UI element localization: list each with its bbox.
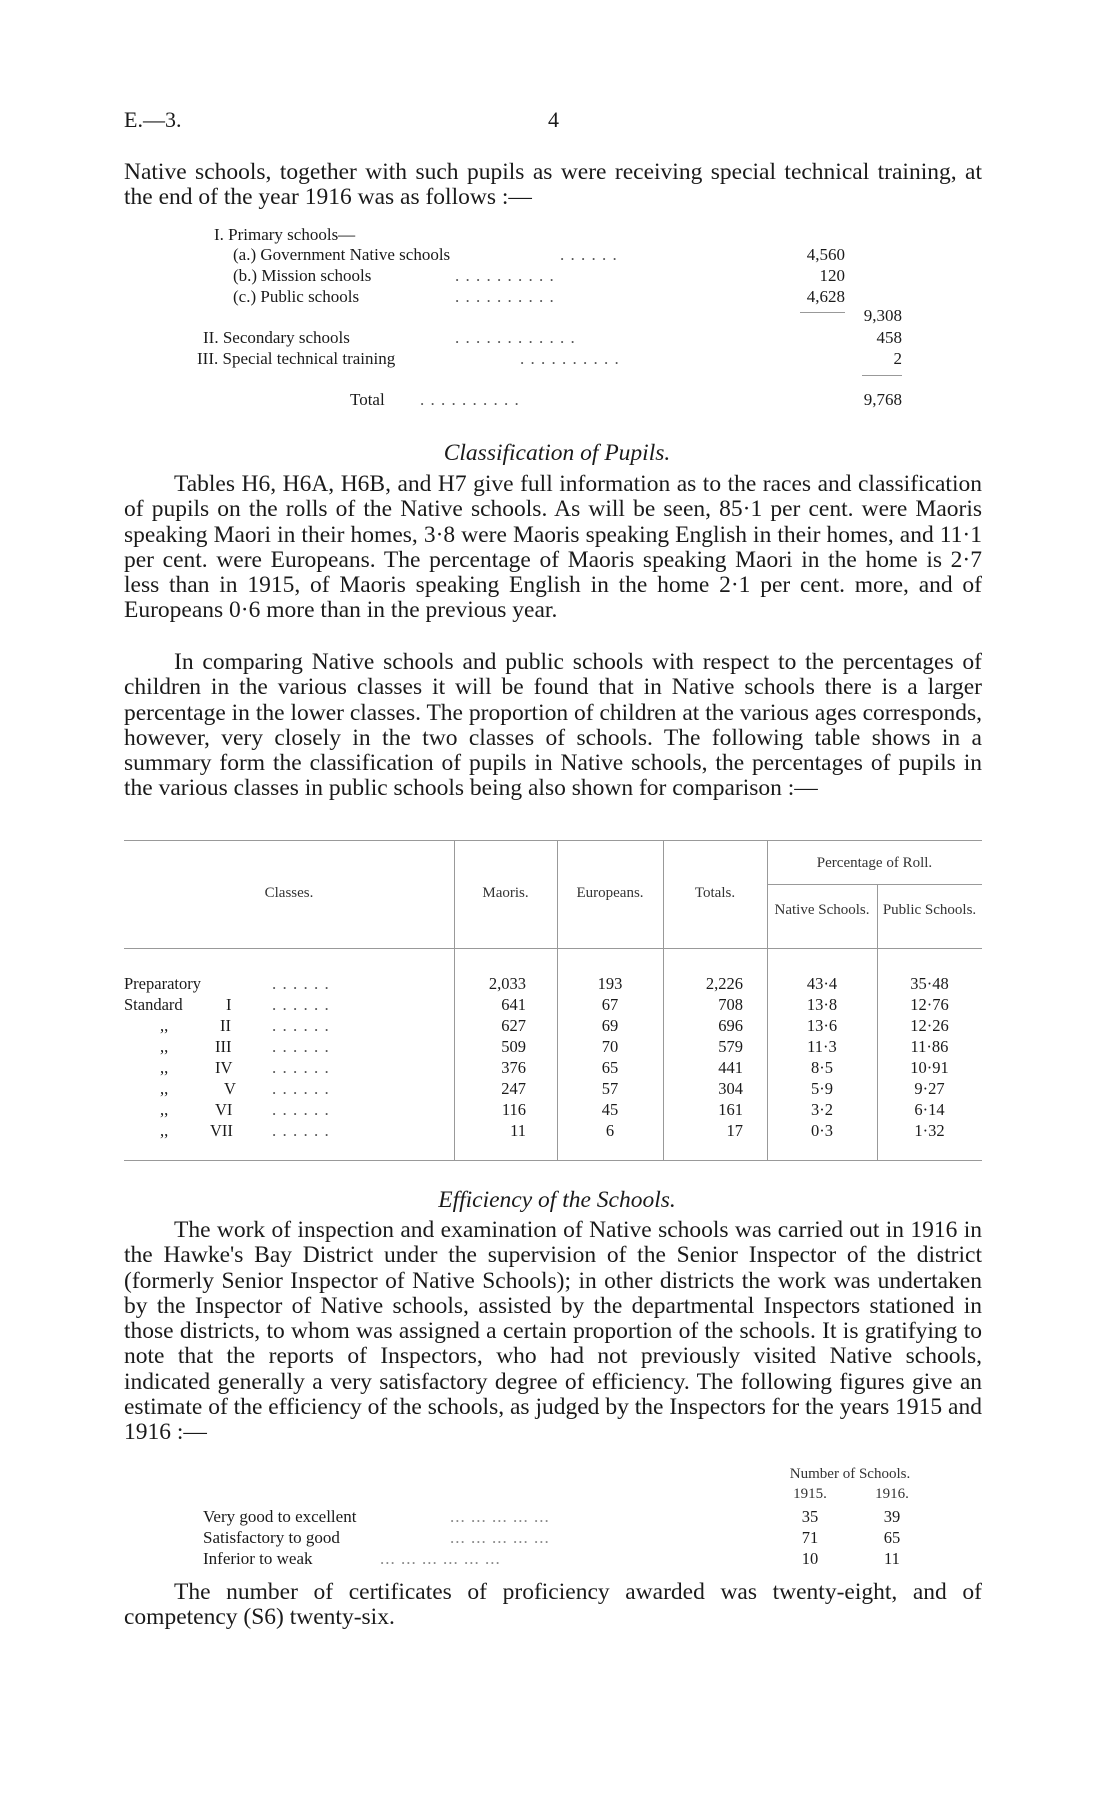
- cell-public: 9·27: [914, 1079, 945, 1098]
- row-label: I: [226, 995, 232, 1014]
- cell-public: 11·86: [910, 1037, 949, 1056]
- table-top-rule: [124, 840, 982, 841]
- cell-totals: 304: [718, 1079, 743, 1098]
- page-number: 4: [548, 107, 559, 132]
- leader-dots: . . . . . .: [272, 995, 330, 1014]
- leader-dots: ... ... ... ... ... ...: [380, 1549, 501, 1568]
- leader-dots: . . . . . . . . . .: [420, 390, 520, 409]
- cell-public: 10·91: [910, 1058, 949, 1077]
- header-native: Native Schools.: [774, 902, 870, 918]
- cell-native: 0·3: [811, 1121, 833, 1140]
- row-prefix: Standard: [124, 995, 183, 1014]
- cell-maoris: 247: [501, 1079, 526, 1098]
- intro-paragraph: Native schools, together with such pupils as were receiving special technical training, at the end of the year 1916 was as follows :—: [124, 159, 982, 211]
- cell-maoris: 627: [501, 1016, 526, 1035]
- row-prefix: ,,: [160, 1058, 169, 1077]
- cell-totals: 579: [718, 1037, 743, 1056]
- row-prefix: ,,: [160, 1037, 169, 1056]
- summary-item-value: 120: [819, 266, 845, 285]
- cell-1915: 71: [801, 1528, 819, 1547]
- row-label: III: [215, 1037, 232, 1056]
- row-prefix: ,,: [160, 1016, 169, 1035]
- summary-item-value: 4,560: [806, 245, 845, 264]
- efficiency-row-label: Very good to excellent: [203, 1507, 357, 1526]
- cell-europeans: 65: [601, 1058, 619, 1077]
- cell-native: 5·9: [811, 1079, 833, 1098]
- leader-dots: . . . . . .: [272, 974, 330, 993]
- primary-subtotal: 9,308: [863, 306, 902, 325]
- cell-public: 12·26: [910, 1016, 949, 1035]
- leader-dots: ... ... ... ... ...: [450, 1528, 550, 1547]
- leader-dots: . . . . . .: [560, 245, 618, 264]
- efficiency-row-label: Satisfactory to good: [203, 1528, 340, 1547]
- secondary-label: II. Secondary schools: [203, 328, 350, 347]
- classification-title: Classification of Pupils.: [443, 440, 671, 466]
- cell-native: 3·2: [811, 1100, 833, 1119]
- leader-dots: . . . . . .: [272, 1100, 330, 1119]
- cell-public: 1·32: [914, 1121, 945, 1140]
- cell-native: 13·8: [806, 995, 838, 1014]
- leader-dots: . . . . . .: [272, 1037, 330, 1056]
- leader-dots: . . . . . .: [272, 1121, 330, 1140]
- technical-label: III. Special technical training: [197, 349, 396, 368]
- leader-dots: . . . . . .: [272, 1079, 330, 1098]
- table-bottom-rule: [124, 1160, 982, 1161]
- cell-1915: 35: [801, 1507, 819, 1526]
- row-label: V: [224, 1079, 236, 1098]
- summary-item-label: (b.) Mission schools: [233, 266, 372, 285]
- leader-dots: . . . . . . . . . .: [455, 287, 555, 306]
- cell-totals: 696: [718, 1016, 743, 1035]
- primary-heading: I. Primary schools—: [214, 225, 356, 244]
- cell-1916: 39: [883, 1507, 901, 1526]
- leader-dots: . . . . . .: [272, 1058, 330, 1077]
- leader-dots: . . . . . . . . . .: [455, 266, 555, 285]
- header-percentage: Percentage of Roll.: [816, 855, 933, 871]
- cell-totals: 441: [718, 1058, 743, 1077]
- cell-public: 12·76: [910, 995, 949, 1014]
- row-label: IV: [215, 1058, 233, 1077]
- cell-1916: 65: [883, 1528, 901, 1547]
- cell-totals: 161: [718, 1100, 743, 1119]
- summary-item-label: (c.) Public schools: [233, 287, 360, 306]
- cell-europeans: 193: [597, 974, 623, 993]
- efficiency-header: Number of Schools.: [789, 1466, 911, 1482]
- percentage-rule: [767, 884, 982, 885]
- technical-value: 2: [893, 349, 902, 368]
- cell-maoris: 376: [501, 1058, 526, 1077]
- secondary-value: 458: [876, 328, 902, 347]
- leader-dots: ... ... ... ... ...: [450, 1507, 550, 1526]
- header-public: Public Schools.: [882, 902, 977, 918]
- cell-native: 13·6: [806, 1016, 838, 1035]
- row-prefix: ,,: [160, 1121, 169, 1140]
- leader-dots: . . . . . .: [272, 1016, 330, 1035]
- cell-totals: 17: [726, 1121, 743, 1140]
- cell-maoris: 116: [501, 1100, 526, 1119]
- row-label: Preparatory: [124, 974, 201, 993]
- cell-native: 11·3: [807, 1037, 837, 1056]
- cell-europeans: 70: [601, 1037, 619, 1056]
- row-prefix: ,,: [160, 1100, 169, 1119]
- row-label: VII: [210, 1121, 233, 1140]
- cell-totals: 708: [718, 995, 743, 1014]
- cell-public: 35·48: [910, 974, 949, 993]
- leader-dots: . . . . . . . . . . . .: [455, 328, 576, 347]
- cell-europeans: 6: [605, 1121, 615, 1140]
- cell-maoris: 641: [501, 995, 526, 1014]
- total-rule: [862, 375, 902, 376]
- cell-maoris: 2,033: [488, 974, 526, 993]
- cell-native: 43·4: [806, 974, 838, 993]
- summary-item-value: 4,628: [806, 287, 845, 306]
- year-1916: 1916.: [875, 1486, 909, 1502]
- cell-native: 8·5: [811, 1058, 833, 1077]
- row-label: II: [220, 1016, 231, 1035]
- cell-maoris: 11: [510, 1121, 526, 1140]
- cell-europeans: 57: [601, 1079, 619, 1098]
- header-classes: Classes.: [264, 885, 314, 901]
- efficiency-title: Efficiency of the Schools.: [438, 1187, 676, 1213]
- header-totals: Totals.: [694, 885, 736, 901]
- cell-totals: 2,226: [705, 974, 743, 993]
- efficiency-row-label: Inferior to weak: [203, 1549, 313, 1568]
- cell-1916: 11: [884, 1549, 900, 1568]
- cell-1915: 10: [801, 1549, 819, 1568]
- cell-europeans: 45: [601, 1100, 619, 1119]
- cell-europeans: 69: [601, 1016, 619, 1035]
- cell-europeans: 67: [601, 995, 619, 1014]
- cell-maoris: 509: [501, 1037, 526, 1056]
- year-1915: 1915.: [793, 1486, 827, 1502]
- leader-dots: . . . . . . . . . .: [520, 349, 620, 368]
- header-europeans: Europeans.: [576, 885, 644, 901]
- header-maoris: Maoris.: [482, 885, 529, 901]
- closing-paragraph: The number of certificates of proficiency awarded was twenty-eight, and of competency (S6) twenty-six.: [124, 1579, 982, 1631]
- row-label: VI: [215, 1100, 233, 1119]
- cell-public: 6·14: [914, 1100, 945, 1119]
- row-prefix: ,,: [160, 1079, 169, 1098]
- classification-paragraph-1: Tables H6, H6A, H6B, and H7 give full information as to the races and classification of pupils on the rolls of the Native schools. As will be seen, 85·1 per cent. were Maoris speaking Maori in their homes, 3·8 were Maoris speaking English in their homes, and 11·1 per cent. were Europeans. The percentage of Maoris speaking Maori in the home is 2·7 less than in 1915, of Maoris speaking English in the home 2·1 per cent. more, and of Europeans 0·6 more than in the previous year.: [124, 471, 982, 624]
- classification-paragraph-2: In comparing Native schools and public schools with respect to the percentages of children in the various classes it will be found that in Native schools there is a larger percentage in the lower classes. The proportion of children at the various ages corresponds, however, very closely in the two classes of schools. The following table shows in a summary form the classification of pupils in Native schools, the percentages of pupils in the various classes in public schools being also shown for comparison :—: [124, 649, 982, 802]
- total-value: 9,768: [863, 390, 902, 409]
- efficiency-paragraph: The work of inspection and examination of Native schools was carried out in 1916 in the Hawke's Bay District under the supervision of the Senior Inspector of the district (formerly Senior Inspector of Native Schools); in other districts the work was undertaken by the Inspector of Native schools, assisted by the departmental Inspectors stationed in those districts, to whom was assigned a certain proportion of the schools. It is gratifying to note that the reports of Inspectors, who had not previously visited Native schools, indicated generally a very satisfactory degree of efficiency. The following figures give an estimate of the efficiency of the schools, as judged by the Inspectors for the years 1915 and 1916 :—: [124, 1217, 982, 1446]
- page-code: E.—3.: [124, 107, 182, 132]
- total-label: Total: [350, 390, 385, 409]
- summary-item-label: (a.) Government Native schools: [233, 245, 451, 264]
- table-header-rule: [124, 948, 982, 949]
